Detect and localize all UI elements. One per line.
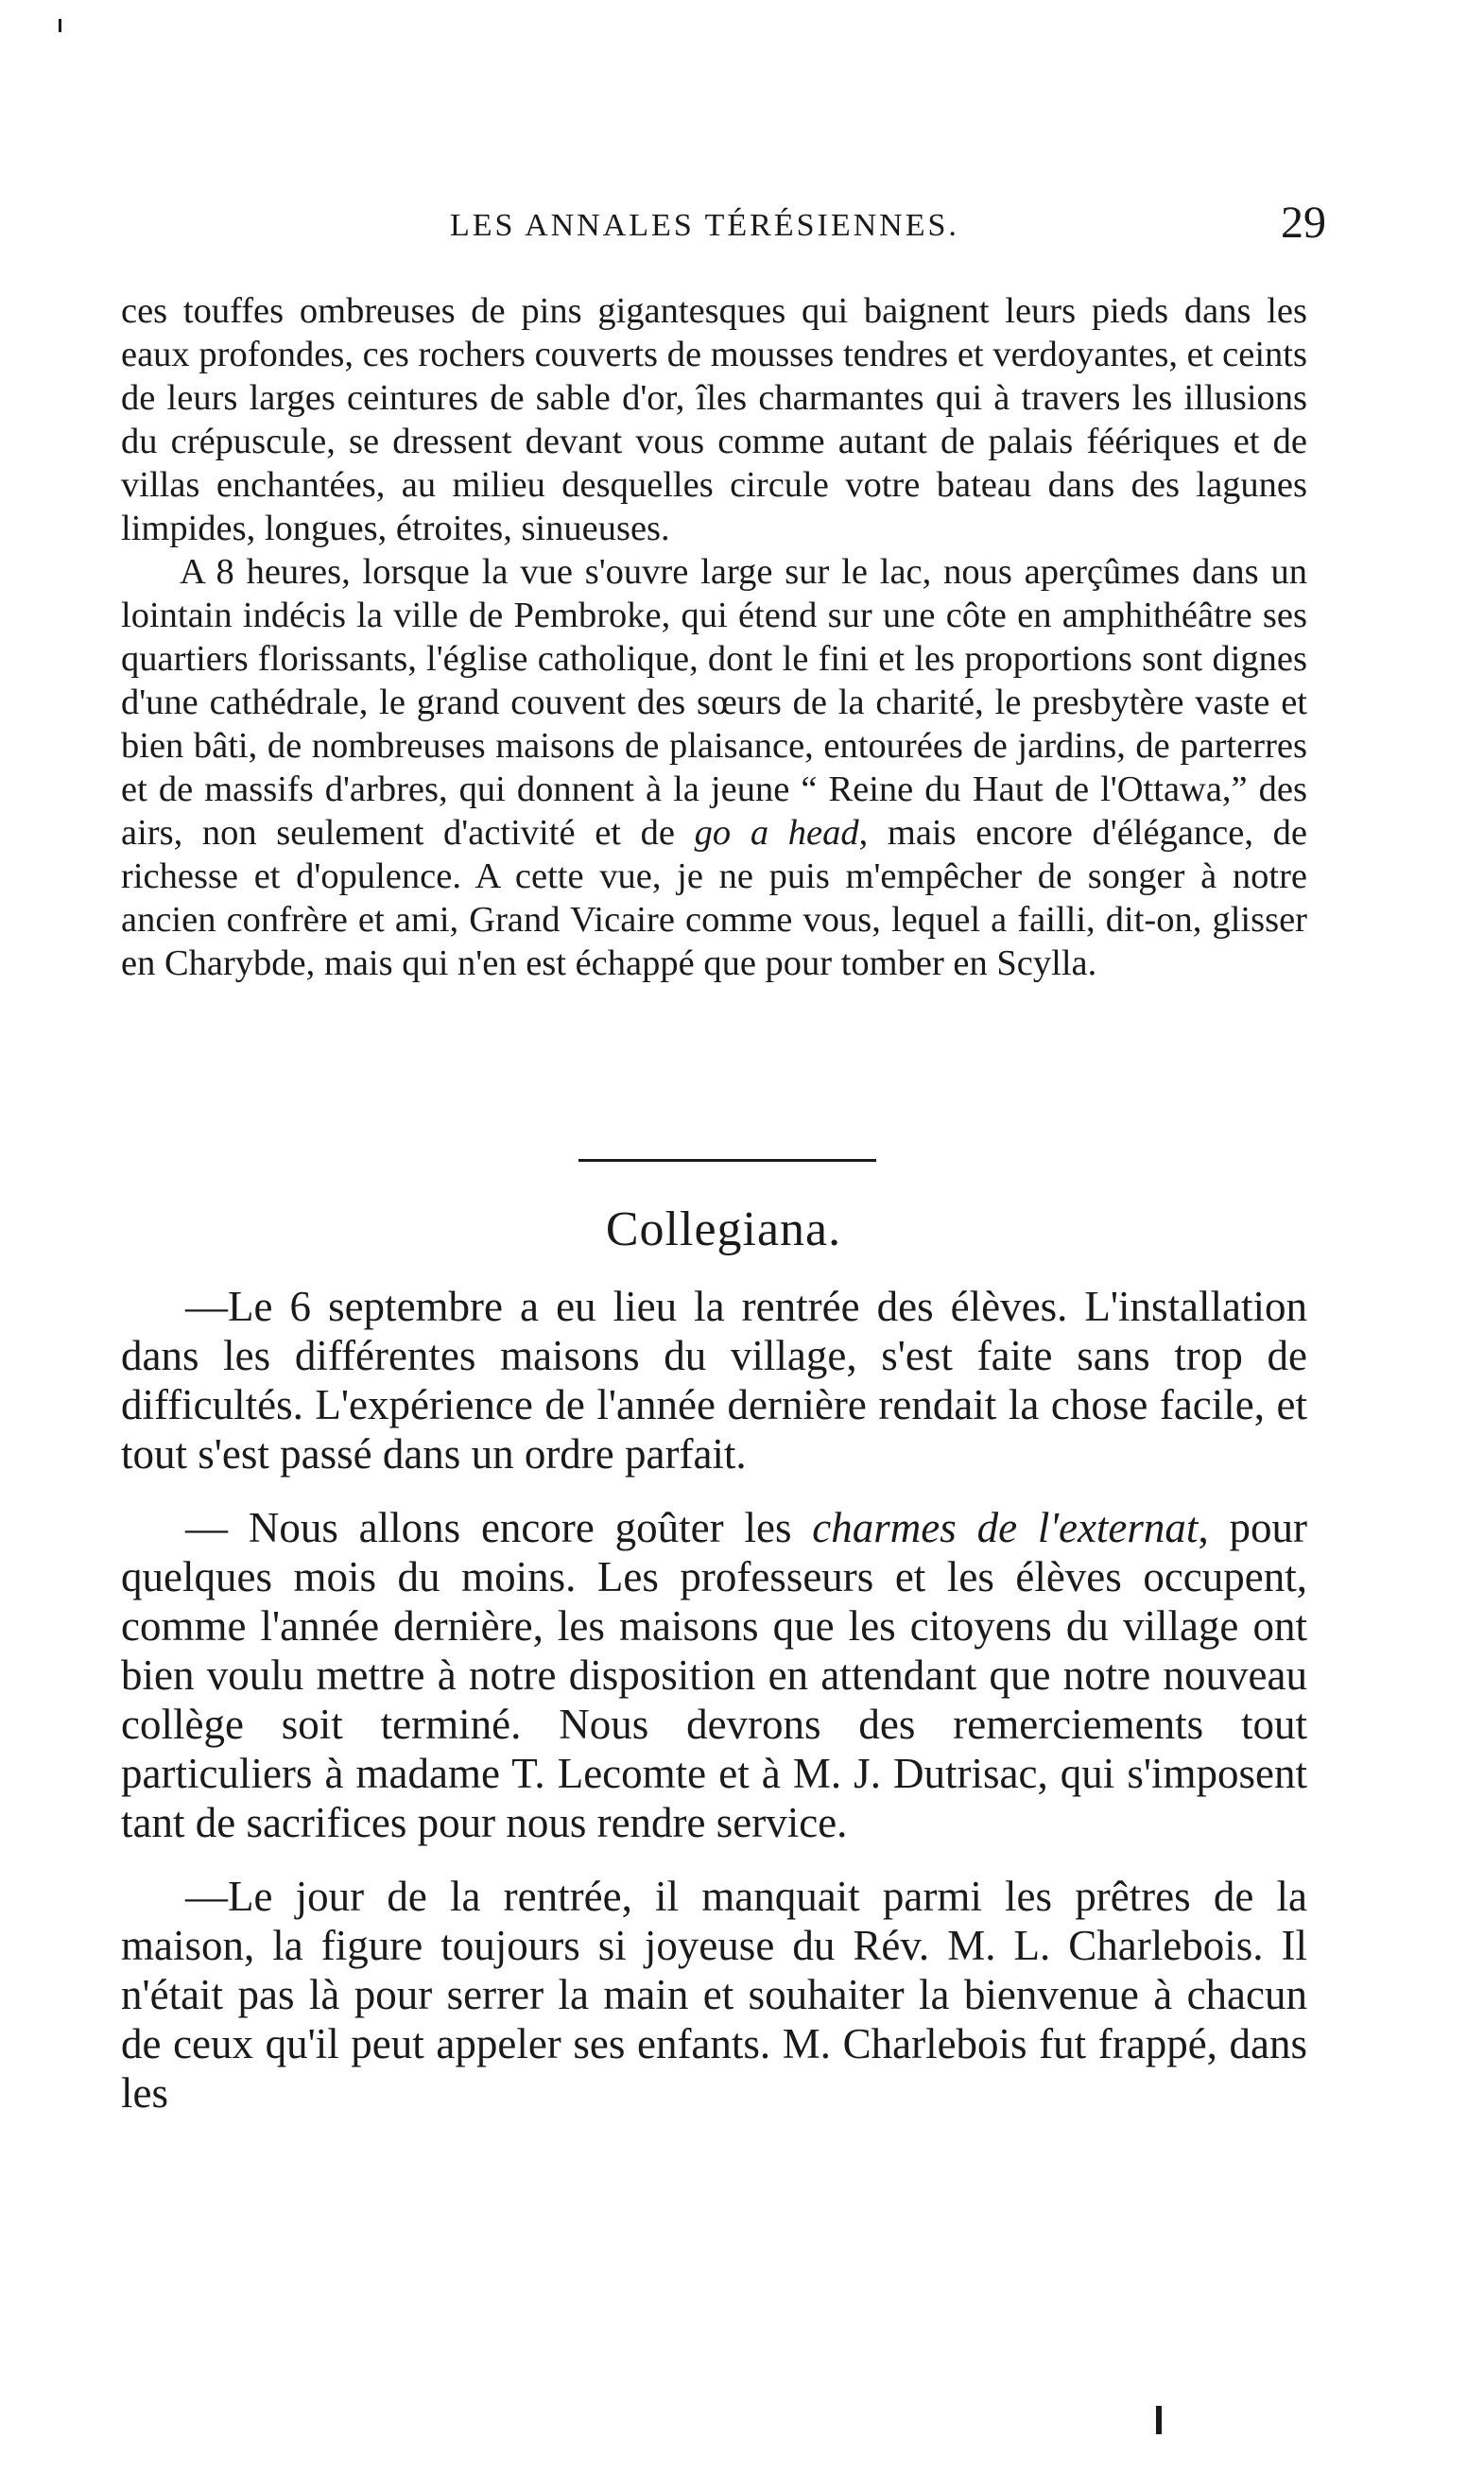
paragraph — [121, 1503, 1307, 1847]
paragraph — [121, 1282, 1307, 1478]
text-run: — Nous allons encore goûter les — [185, 1504, 813, 1551]
text-run: ces touffes ombreuses de pins gigantesques qui baignent leurs pieds dans les eaux profondes, ces rochers couverts de mousses tendres et verdoyantes, et ceints de leurs larges ceintures de sable d'or, îles charmantes qui à travers les illusions du crépuscule, se dressent devant vous comme autant de palais féériques et de villas enchantées, au milieu desquelles circule votre bateau dans des lagunes limpides, longues, étroites, sinueuses. — [121, 291, 1307, 548]
continued-letter-text — [121, 289, 1307, 985]
italic-text-run: go a head — [694, 813, 859, 853]
text-run: , pour quelques mois du moins. Les professeurs et les élèves occupent, comme l'année dernière, les maisons que les citoyens du village ont bien voulu mettre à notre disposition en attendant que notre nouveau collège soit terminé. Nous devrons des remerciements tout particuliers à madame T. Lecomte et à M. J. Dutrisac, qui s'imposent tant de sacrifices pour nous rendre service. — [121, 1504, 1307, 1846]
text-run: A 8 heures, lorsque la vue s'ouvre large sur le lac, nous aperçûmes dans un lointain indécis la ville de Pembroke, qui étend sur une côte en amphithéâtre ses quartiers florissants, l'église catholique, dont le fini et les proportions sont dignes d'une cathédrale, le grand couvent des sœurs de la charité, le presbytère vaste et bien bâti, de nombreuses maisons de plaisance, entourées de jardins, de parterres et de massifs d'arbres, qui donnent à la jeune “ Reine du Haut de l'Ottawa,” des airs, non seulement d'activité et de — [121, 552, 1307, 853]
section-divider — [578, 1159, 876, 1162]
running-title: LES ANNALES TÉRÉSIENNES. — [450, 208, 959, 243]
paragraph — [121, 289, 1307, 550]
section-heading: Collegiana. — [605, 1202, 842, 1256]
print-mark — [59, 19, 61, 32]
collegiana-text — [121, 1282, 1307, 2142]
paragraph — [121, 1872, 1307, 2118]
italic-text-run: charmes de l'externat — [812, 1504, 1199, 1551]
text-run: —Le 6 septembre a eu lieu la rentrée des élèves. L'installation dans les différentes maisons du village, s'est faite sans trop de difficultés. L'expérience de l'année dernière rendait la chose facile, et tout s'est passé dans un ordre parfait. — [121, 1283, 1307, 1478]
running-header — [121, 197, 1326, 263]
page-number: 29 — [1281, 198, 1326, 248]
text-run: —Le jour de la rentrée, il manquait parmi les prêtres de la maison, la figure toujours si joyeuse du Rév. M. L. Charlebois. Il n'était pas là pour serrer la main et souhaiter la bienvenue à chacun de ceux qu'il peut appeler ses enfants. M. Charlebois fut frappé, dans les — [121, 1873, 1307, 2117]
text-run: , mais encore d'élégance, de richesse et d'opulence. A cette vue, je ne puis m'empêcher de songer à notre ancien confrère et ami, Grand Vicaire comme vous, lequel a failli, dit-on, glisser en Charybde, mais qui n'en est échappé que pour tomber en Scylla. — [121, 813, 1307, 983]
print-mark — [1156, 2406, 1162, 2434]
paragraph — [121, 550, 1307, 985]
